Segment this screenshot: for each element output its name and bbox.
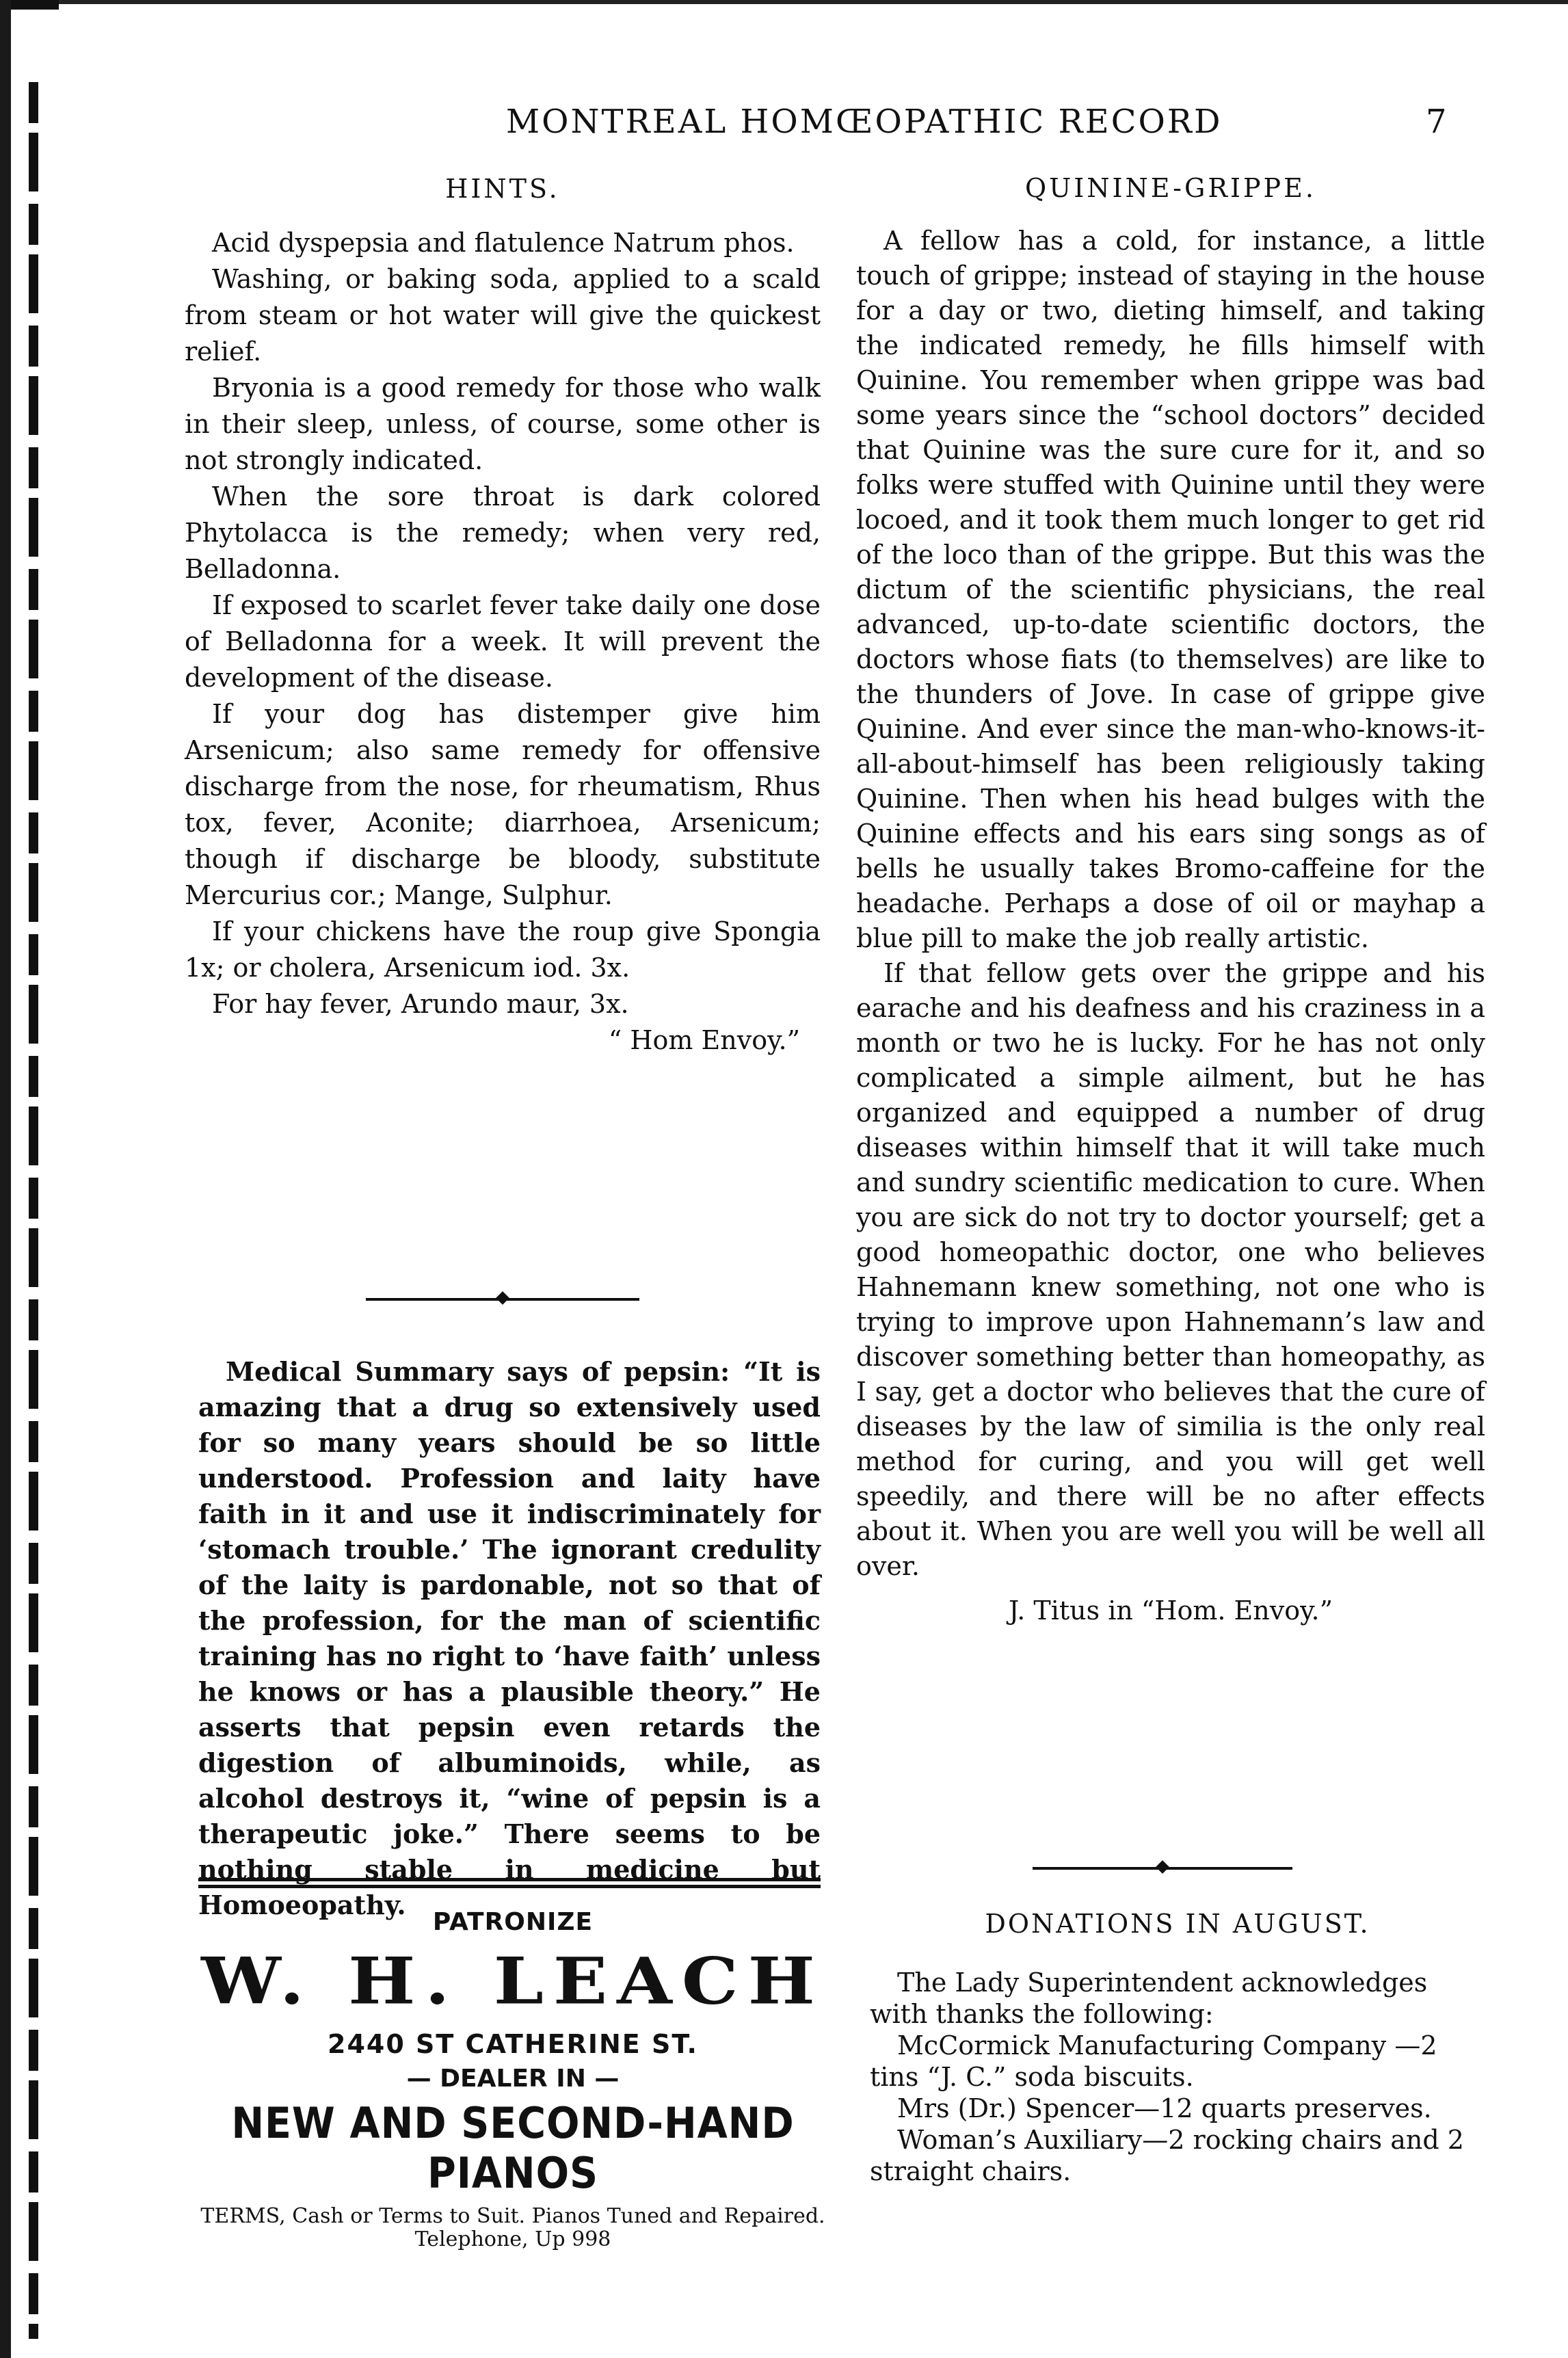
scan-top-rule (0, 0, 1568, 4)
ad-patronize: PATRONIZE (432, 1908, 594, 1936)
double-rule (198, 1878, 821, 1888)
hints-paragraph: When the sore throat is dark colored Phytolacca is the remedy; when very red, Belladonna. (185, 481, 821, 584)
quinine-paragraph: A fellow has a cold, for instance, a little touch of grippe; instead of staying in the house for a day or two, dieting himself, and taking the indicated remedy, he fills himself with Quinine. You remember when grippe was bad some years since the “school doctors” decided that Quinine was the sure cure for it, and so folks were stuffed with Quinine until they were locoed, and it took them much longer to get rid of the loco than of the grippe. But this was the dictum of the scientific physicians, the real advanced, up-to-date scientific doctors, the doctors whose fiats (to themselves) are like to the thunders of Jove. In case of grippe give Quinine. And ever since the man-who-knows-it-all-about-himself has been religiously taking Quinine. Then when his head bulges with the Quinine effects and his ears sing songs as of bells he usually takes Bromo-caffeine for the headache. Perhaps a dose of oil or mayhap a blue pill to make the job really artistic. (856, 226, 1485, 953)
hints-paragraph: For hay fever, Arundo maur, 3x. (212, 989, 629, 1019)
donations-article (870, 1908, 1485, 2187)
hints-article (185, 171, 821, 1059)
page-header (0, 103, 1568, 150)
ad-product: NEW AND SECOND-HAND PIANOS (231, 2098, 795, 2198)
section-divider (1033, 1867, 1292, 1870)
hints-paragraph: If exposed to scarlet fever take daily one dose of Belladonna for a week. It will prevent the development of the disease. (185, 590, 821, 693)
hints-paragraph: If your chickens have the roup give Spongia 1x; or cholera, Arsenicum iod. 3x. (185, 916, 821, 983)
ad-address: 2440 ST CATHERINE ST. (328, 2029, 698, 2059)
scan-left-edge (0, 0, 11, 2358)
ad-terms: TERMS, Cash or Terms to Suit. Pianos Tuned and Repaired. Telephone, Up 998 (200, 2204, 825, 2251)
pepsin-text: Medical Summary says of pepsin: “It is amazing that a drug so extensively used for so many years should be so little understood. Profession and laity have faith in it and use it indiscriminately for ‘stomach trouble.’ The ignorant credulity of the laity is pardonable, not so that of the profession, for the man of scientific training has no right to ‘have faith’ unless he knows or has a plausible theory.” He asserts that pepsin even retards the digestion of albuminoids, while, as alcohol destroys it, “wine of pepsin is a therapeutic joke.” There seems to be nothing stable in medicine but Homoeopathy. (198, 1356, 821, 1920)
donations-paragraph: Mrs (Dr.) Spencer—12 quarts preserves. (897, 2093, 1432, 2123)
donations-paragraph: Woman’s Auxiliary—2 rocking chairs and 2 straight chairs. (870, 2125, 1464, 2186)
scan-binding-marks (29, 82, 38, 2339)
hints-paragraph: Washing, or baking soda, applied to a scald from steam or hot water will give the quickest relief. (185, 264, 821, 367)
ad-business-name: W. H. LEACH (201, 1943, 825, 2019)
donations-paragraph: McCormick Manufacturing Company —2 tins “J. C.” soda biscuits. (870, 2030, 1437, 2092)
pepsin-article (198, 1354, 821, 1923)
hints-heading: HINTS. (445, 174, 560, 204)
leach-piano-ad (191, 1908, 834, 2251)
quinine-article (856, 171, 1485, 1628)
hints-source: “ Hom Envoy.” (608, 1025, 800, 1055)
hints-paragraph: Bryonia is a good remedy for those who walk in their sleep, unless, of course, some other is not strongly indicated. (185, 373, 821, 475)
hints-paragraph: Acid dyspepsia and flatulence Natrum phos. (212, 228, 795, 258)
section-divider (366, 1298, 639, 1301)
quinine-heading: QUININE-GRIPPE. (1025, 173, 1316, 203)
running-title: MONTREAL HOMŒOPATHIC RECORD (506, 103, 1223, 141)
hints-paragraph: If your dog has distemper give him Arsenicum; also same remedy for offensive discharge from the nose, for rheumatism, Rhus tox, fever, Aconite; diarrhoea, Arsenicum; though if discharge be bloody, substitute Mercurius cor.; Mange, Sulphur. (185, 699, 821, 910)
ad-dealer-line: — DEALER IN — (406, 2065, 620, 2093)
donations-heading: DONATIONS IN AUGUST. (985, 1909, 1370, 1939)
page-number: 7 (1426, 103, 1447, 141)
scan-left-tick (11, 0, 59, 10)
quinine-source: J. Titus in “Hom. Envoy.” (1008, 1595, 1333, 1626)
donations-paragraph: The Lady Superintendent acknowledges with thanks the following: (870, 1968, 1428, 2029)
quinine-paragraph: If that fellow gets over the grippe and his earache and his deafness and his craziness in a month or two he is lucky. For he has not only complicated a simple ailment, but he has organized and equipped a number of drug diseases within himself that it will take much and sundry scientific medication to cure. When you are sick do not try to doctor yourself; get a good homeopathic doctor, one who believes Hahnemann knew something, not one who is trying to improve upon Hahnemann’s law and discover something better than homeopathy, as I say, get a doctor who believes that the cure of diseases by the law of similia is the only real method for curing, and you will get well speedily, and there will be no after effects about it. When you are well you will be well all over. (856, 958, 1485, 1581)
